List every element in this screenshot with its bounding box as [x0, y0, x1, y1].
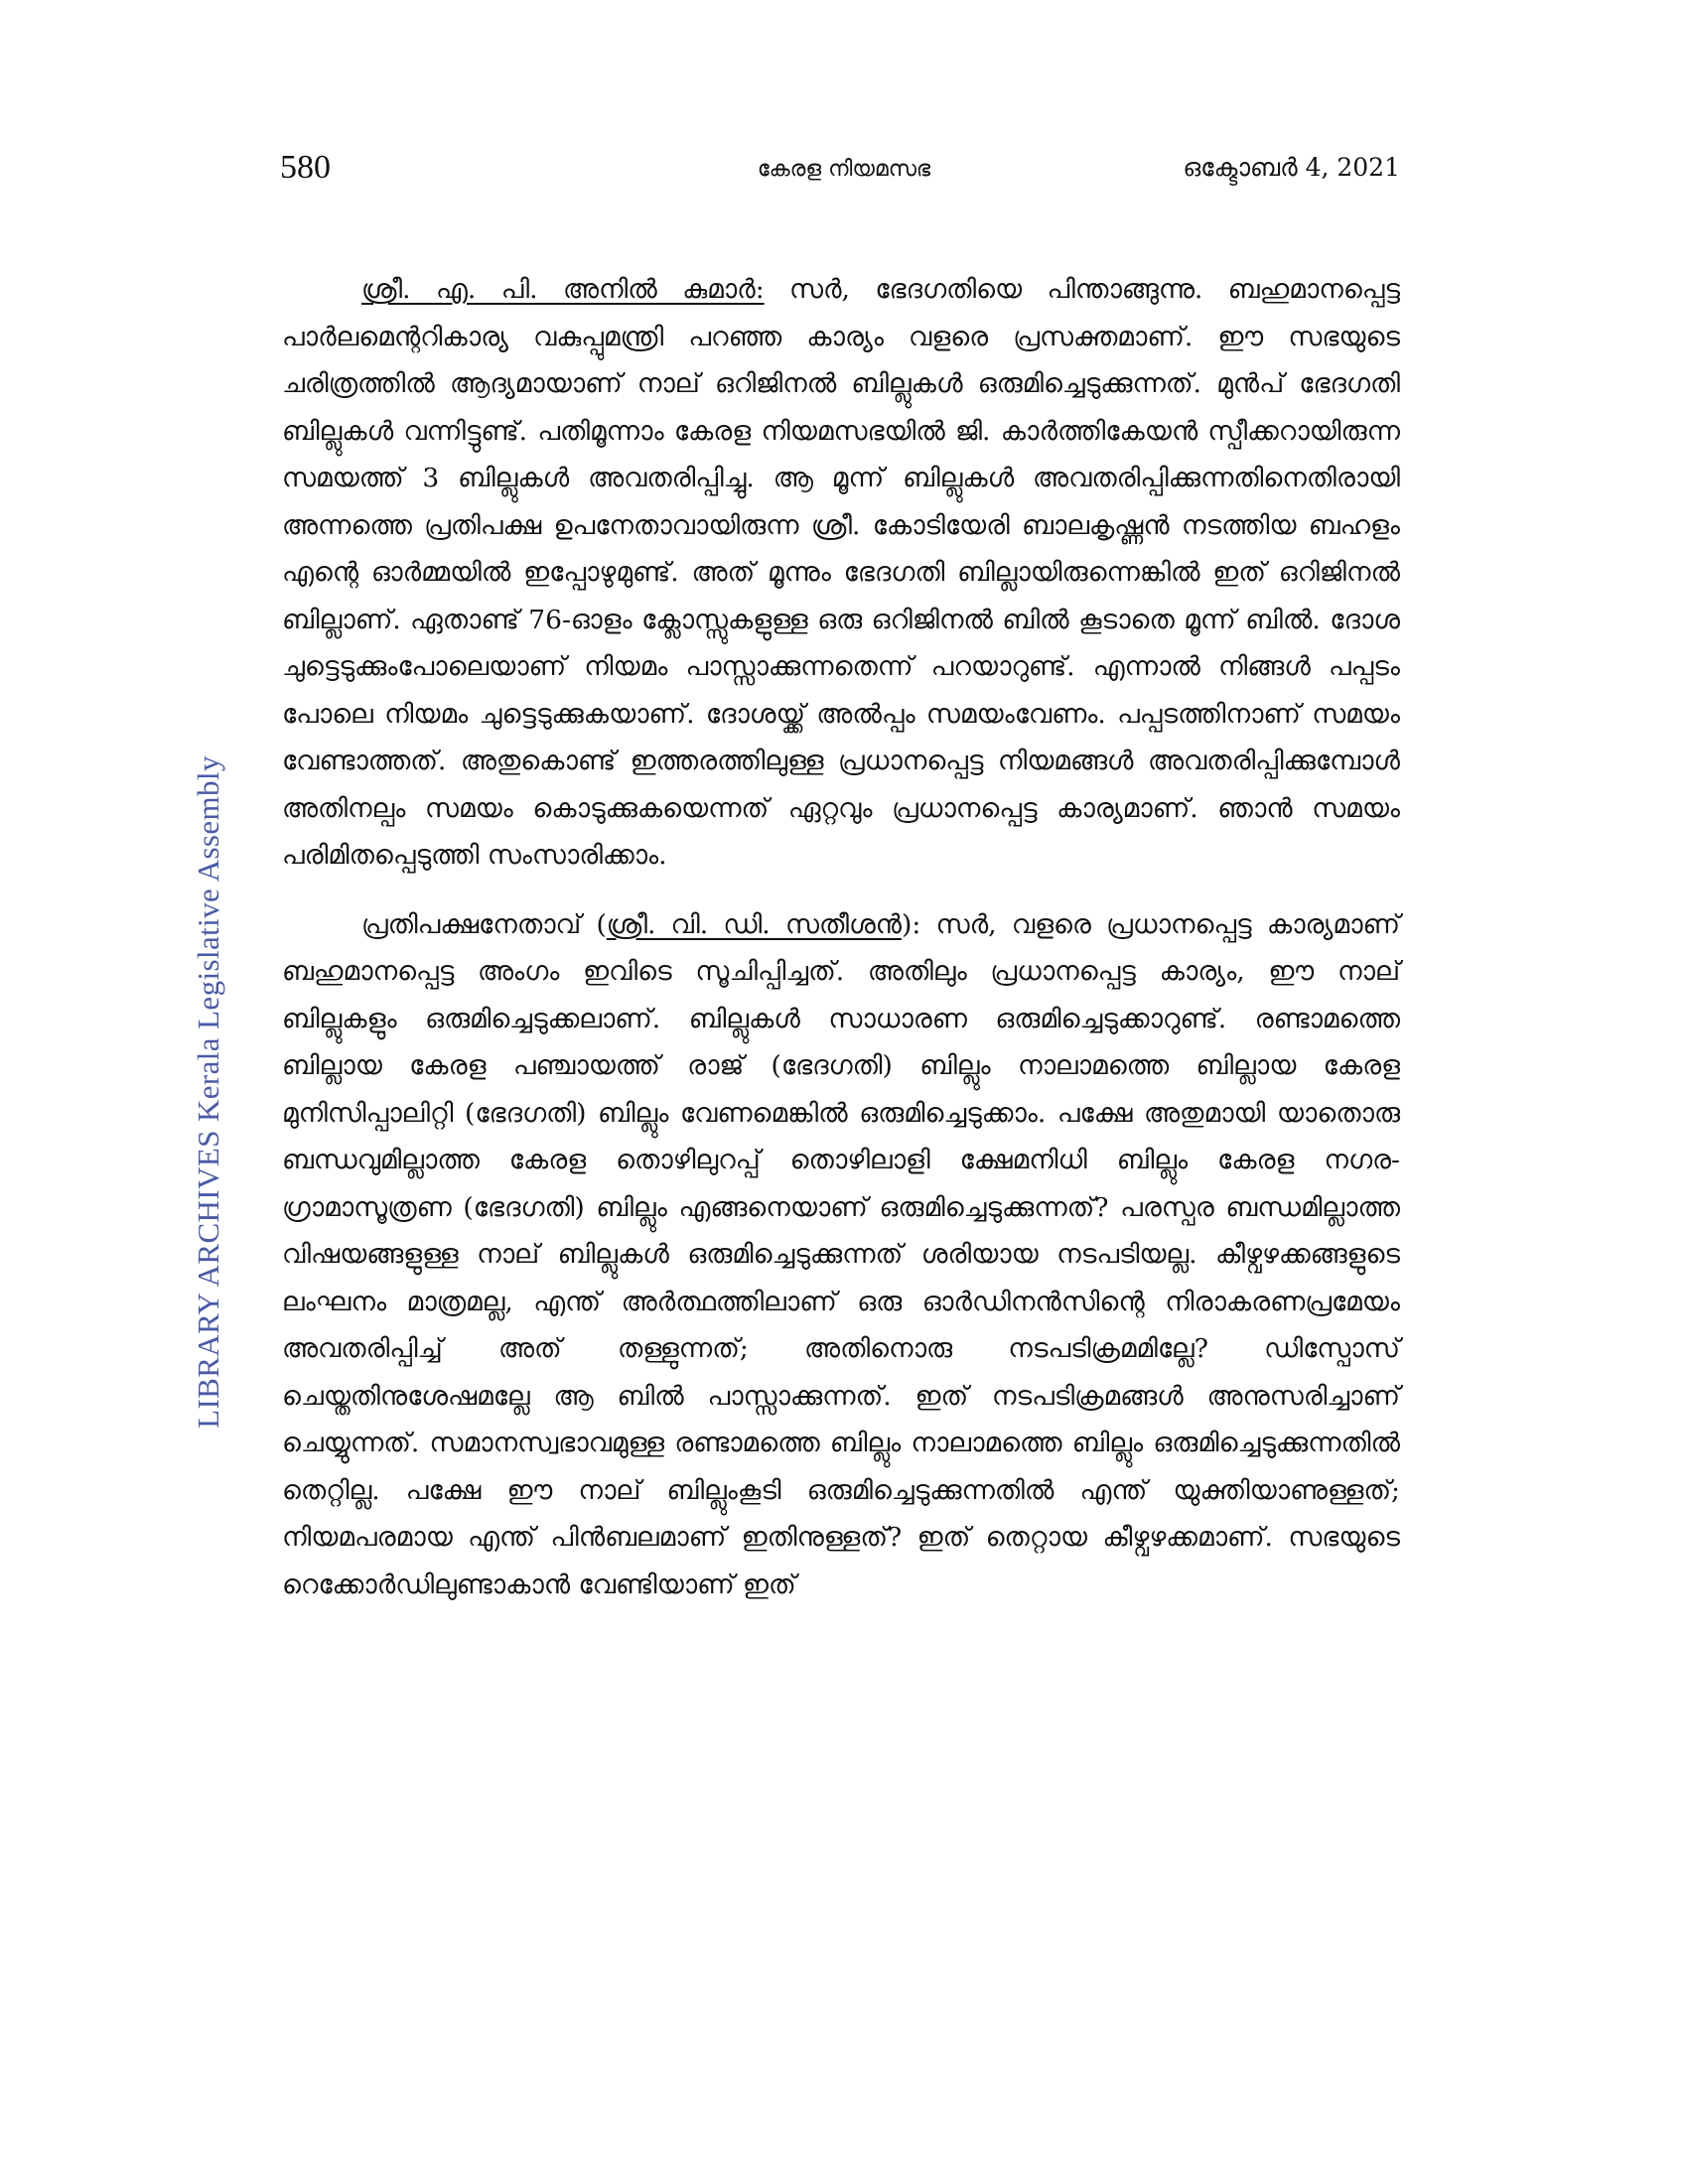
page-number: 580 [280, 149, 331, 186]
header-date: ഒക്ടോബർ 4, 2021 [1183, 153, 1400, 182]
body-text [282, 266, 1400, 1608]
speaker-suffix: ): [902, 908, 921, 940]
speaker-name: ശ്രീ. എ. പി. അനിൽ കുമാർ: [361, 274, 765, 305]
paragraph-opposition-leader [282, 901, 1400, 1609]
speaker-name: ശ്രീ. വി. ഡി. സതീശൻ [606, 908, 903, 940]
speaker-prefix: പ്രതിപക്ഷനേതാവ് ( [361, 908, 607, 940]
running-title: കേരള നിയമസഭ [757, 157, 931, 182]
paragraph-text: സർ, ഭേദഗതിയെ പിന്താങ്ങുന്നു. ബഹുമാനപ്പെട്ട പാർലമെന്ററികാര്യ വകുപ്പുമന്ത്രി പറഞ്ഞ കാര്യം വളരെ പ്രസക്തമാണ്. ഈ സഭയുടെ ചരിത്രത്തിൽ ആദ്യമായാണ് നാല് ഒറിജിനൽ ബില്ലുകൾ ഒരുമിച്ചെടുക്കുന്നത്. മുൻപ് ഭേദഗതി ബില്ലുകൾ വന്നിട്ടുണ്ട്. പതിമൂന്നാം കേരള നിയമസഭയിൽ ജി. കാർത്തികേയൻ സ്പീക്കറായിരുന്ന സമയത്ത് 3 ബില്ലുകൾ അവതരിപ്പിച്ചു. ആ മൂന്ന് ബില്ലുകൾ അവതരിപ്പിക്കുന്നതിനെതിരായി അന്നത്തെ പ്രതിപക്ഷ ഉപനേതാവായിരുന്ന ശ്രീ. കോടിയേരി ബാലകൃഷ്ണൻ നടത്തിയ ബഹളം എന്റെ ഓർമ്മയിൽ ഇപ്പോഴുമുണ്ട്. അത് മൂന്നും ഭേദഗതി ബില്ലായിരുന്നെങ്കിൽ ഇത് ഒറിജിനൽ ബില്ലാണ്. ഏതാണ്ട് 76-ഓളം ക്ലോസ്സുകളുള്ള ഒരു ഒറിജിനൽ ബിൽ കൂടാതെ മൂന്ന് ബിൽ. ദോശ ചുട്ടെടുക്കുംപോലെയാണ് നിയമം പാസ്സാക്കുന്നതെന്ന് പറയാറുണ്ട്. എന്നാൽ നിങ്ങൾ പപ്പടം പോലെ നിയമം ചുട്ടെടുക്കുകയാണ്. ദോശയ്ക്ക് അൽപ്പം സമയംവേണം. പപ്പടത്തിനാണ് സമയം വേണ്ടാത്തത്. അതുകൊണ്ട് ഇത്തരത്തിലുള്ള പ്രധാനപ്പെട്ട നിയമങ്ങൾ അവതരിപ്പിക്കുമ്പോൾ അതിനല്പം സമയം കൊടുക്കുകയെന്നത് ഏറ്റവും പ്രധാനപ്പെട്ട കാര്യമാണ്. ഞാൻ സമയം പരിമിതപ്പെടുത്തി സംസാരിക്കാം. [282, 274, 1400, 871]
paragraph-anil-kumar [282, 266, 1400, 880]
paragraph-text: സർ, വളരെ പ്രധാനപ്പെട്ട കാര്യമാണ് ബഹുമാനപ്പെട്ട അംഗം ഇവിടെ സൂചിപ്പിച്ചത്. അതിലും പ്രധാനപ്പെട്ട കാര്യം, ഈ നാല് ബില്ലുകളും ഒരുമിച്ചെടുക്കലാണ്. ബില്ലുകൾ സാധാരണ ഒരുമിച്ചെടുക്കാറുണ്ട്. രണ്ടാമത്തെ ബില്ലായ കേരള പഞ്ചായത്ത് രാജ് (ഭേദഗതി) ബില്ലും നാലാമത്തെ ബില്ലായ കേരള മുനിസിപ്പാലിറ്റി (ഭേദഗതി) ബില്ലും വേണമെങ്കിൽ ഒരുമിച്ചെടുക്കാം. പക്ഷേ അതുമായി യാതൊരു ബന്ധവുമില്ലാത്ത കേരള തൊഴിലുറപ്പ് തൊഴിലാളി ക്ഷേമനിധി ബില്ലും കേരള നഗര-ഗ്രാമാസൂത്രണ (ഭേദഗതി) ബില്ലും എങ്ങനെയാണ് ഒരുമിച്ചെടുക്കുന്നത്? പരസ്പര ബന്ധമില്ലാത്ത വിഷയങ്ങളുള്ള നാല് ബില്ലുകൾ ഒരുമിച്ചെടുക്കുന്നത് ശരിയായ നടപടിയല്ല. കീഴ്വഴക്കങ്ങളുടെ ലംഘനം മാത്രമല്ല, എന്ത് അർത്ഥത്തിലാണ് ഒരു ഓർഡിനൻസിന്റെ നിരാകരണപ്രമേയം അവതരിപ്പിച്ച് അത് തള്ളുന്നത്; അതിനൊരു നടപടിക്രമമില്ലേ? ഡിസ്പോസ് ചെയ്തതിനുശേഷമല്ലേ ആ ബിൽ പാസ്സാക്കുന്നത്. ഇത് നടപടിക്രമങ്ങൾ അനുസരിച്ചാണ് ചെയ്യുന്നത്. സമാനസ്വഭാവമുള്ള രണ്ടാമത്തെ ബില്ലും നാലാമത്തെ ബില്ലും ഒരുമിച്ചെടുക്കുന്നതിൽ തെറ്റില്ല. പക്ഷേ ഈ നാല് ബില്ലുംകൂടി ഒരുമിച്ചെടുക്കുന്നതിൽ എന്ത് യുക്തിയാണുള്ളത്; നിയമപരമായ എന്ത് പിൻബലമാണ് ഇതിനുള്ളത്? ഇത് തെറ്റായ കീഴ്വഴക്കമാണ്. സഭയുടെ റെക്കോർഡിലുണ്ടാകാൻ വേണ്ടിയാണ് ഇത് [282, 908, 1401, 1600]
archive-watermark: LIBRARY ARCHIVES Kerala Legislative Assembly [191, 755, 225, 1429]
